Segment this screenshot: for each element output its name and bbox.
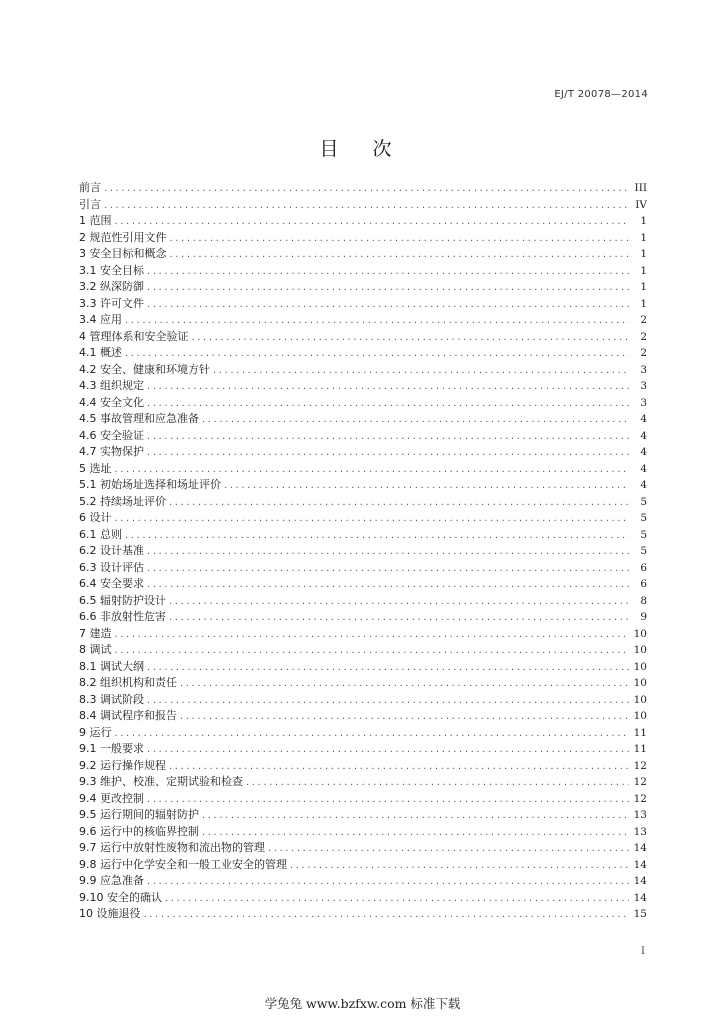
toc-entry-page: 5 xyxy=(640,545,647,557)
toc-entry-page: 1 xyxy=(640,231,647,244)
toc-leader-dots xyxy=(147,561,629,577)
toc-leader-dots xyxy=(147,297,629,313)
toc-entry[interactable] xyxy=(79,461,647,478)
toc-entry-page: 2 xyxy=(640,330,647,343)
toc-entry[interactable] xyxy=(79,906,647,923)
toc-entry[interactable] xyxy=(79,395,647,412)
toc-leader-dots xyxy=(115,643,630,659)
toc-entry[interactable] xyxy=(79,180,647,197)
toc-entry-page: 3 xyxy=(640,396,647,409)
toc-leader-dots xyxy=(147,280,629,296)
toc-leader-dots xyxy=(213,363,629,379)
toc-entry-label: 6.4 安全要求 xyxy=(79,577,144,590)
toc-entry-label: 8.3 调试阶段 xyxy=(79,692,144,706)
toc-entry[interactable] xyxy=(79,791,647,808)
toc-entry-page: 5 xyxy=(640,512,647,524)
toc-entry-label: 引言 xyxy=(79,197,101,211)
toc-leader-dots xyxy=(224,478,629,494)
toc-leader-dots xyxy=(147,660,629,676)
toc-entry-label: 9.7 运行中放射性废物和流出物的管理 xyxy=(79,841,265,854)
toc-entry[interactable] xyxy=(79,477,647,494)
toc-entry-label: 8.2 组织机构和责任 xyxy=(79,676,177,689)
toc-entry-label: 前言 xyxy=(79,181,101,194)
toc-entry[interactable] xyxy=(79,510,647,527)
toc-entry-label: 9.8 运行中化学安全和一般工业安全的管理 xyxy=(79,857,287,871)
toc-entry[interactable] xyxy=(79,857,647,874)
toc-entry-label: 8.4 调试程序和报告 xyxy=(79,709,177,722)
toc-entry-label: 9.3 维护、校准、定期试验和检查 xyxy=(79,775,243,788)
toc-entry-label: 9.4 更改控制 xyxy=(79,791,144,805)
toc-entry[interactable] xyxy=(79,345,647,362)
toc-entry-label: 9.1 一般要求 xyxy=(79,742,144,755)
toc-entry-label: 4.3 组织规定 xyxy=(79,379,144,392)
toc-entry-page: 10 xyxy=(633,693,647,706)
toc-entry-label: 4.6 安全验证 xyxy=(79,428,144,442)
standard-code: EJ/T 20078—2014 xyxy=(554,89,648,100)
toc-entry-page: 6 xyxy=(640,578,647,590)
toc-entry-page: 11 xyxy=(633,726,647,739)
toc-entry-page: 1 xyxy=(640,281,647,293)
toc-leader-dots xyxy=(290,858,629,874)
toc-entry-page: 4 xyxy=(640,429,647,442)
toc-leader-dots xyxy=(115,462,630,478)
toc-entry[interactable] xyxy=(79,312,647,329)
toc-entry[interactable] xyxy=(79,230,647,247)
toc-entry[interactable] xyxy=(79,758,647,775)
toc-entry-page: 2 xyxy=(640,314,647,326)
toc-entry[interactable] xyxy=(79,197,647,214)
toc-entry-label: 6.3 设计评估 xyxy=(79,560,144,574)
toc-entry-page: 1 xyxy=(640,215,647,227)
toc-leader-dots xyxy=(125,313,629,329)
toc-leader-dots xyxy=(115,627,630,643)
toc-leader-dots xyxy=(169,759,629,775)
toc-leader-dots xyxy=(180,709,629,725)
toc-entry[interactable] xyxy=(79,692,647,709)
toc-entry[interactable] xyxy=(79,593,647,610)
toc-leader-dots xyxy=(147,544,629,560)
toc-leader-dots xyxy=(147,792,629,808)
toc-leader-dots xyxy=(170,247,630,263)
footer-watermark: 学兔兔 www.bzfxw.com 标准下载 xyxy=(264,996,461,1011)
toc-leader-dots xyxy=(125,346,629,362)
toc-entry-page: 4 xyxy=(640,479,647,491)
toc-entry-label: 4.7 实物保护 xyxy=(79,445,144,458)
toc-entry-page: 10 xyxy=(633,627,647,640)
toc-entry-label: 9.2 运行操作规程 xyxy=(79,758,166,772)
toc-leader-dots xyxy=(202,412,629,428)
toc-entry[interactable] xyxy=(79,527,647,544)
toc-entry[interactable] xyxy=(79,213,647,230)
toc-entry-page: 1 xyxy=(640,297,647,310)
toc-entry-label: 5.1 初始场址选择和场址评价 xyxy=(79,478,221,491)
toc-entry-page: 5 xyxy=(640,528,647,541)
toc-entry[interactable] xyxy=(79,890,647,907)
toc-entry-label: 3 安全目标和概念 xyxy=(79,247,167,260)
toc-entry-label: 2 规范性引用文件 xyxy=(79,230,167,244)
toc-entry-page: 2 xyxy=(640,347,647,359)
toc-entry-label: 9.10 安全的确认 xyxy=(79,890,162,904)
toc-entry[interactable] xyxy=(79,873,647,890)
toc-leader-dots xyxy=(202,808,629,824)
toc-entry-page: 1 xyxy=(640,248,647,260)
toc-leader-dots xyxy=(115,726,630,742)
toc-entry-page: 10 xyxy=(633,660,647,673)
toc-leader-dots xyxy=(147,429,629,445)
toc-entry-label: 7 建造 xyxy=(79,626,112,640)
toc-entry[interactable] xyxy=(79,626,647,643)
toc-entry-page: IV xyxy=(635,198,647,211)
toc-entry-label: 3.3 许可文件 xyxy=(79,296,144,310)
toc-entry[interactable] xyxy=(79,774,647,791)
toc-entry-page: 13 xyxy=(633,809,647,821)
toc-entry[interactable] xyxy=(79,362,647,379)
toc-entry-page: 4 xyxy=(640,413,647,425)
toc-leader-dots xyxy=(170,231,630,247)
toc-entry[interactable] xyxy=(79,725,647,742)
toc-entry[interactable] xyxy=(79,807,647,824)
toc-entry-page: 10 xyxy=(633,710,647,722)
toc-entry-page: 12 xyxy=(633,759,647,772)
toc-leader-dots xyxy=(192,330,630,346)
toc-entry[interactable] xyxy=(79,576,647,593)
toc-entry-label: 4 管理体系和安全验证 xyxy=(79,329,189,343)
toc-entry-page: 3 xyxy=(640,363,647,376)
toc-leader-dots xyxy=(165,891,629,907)
toc-entry-page: 3 xyxy=(640,380,647,392)
toc-entry-page: 10 xyxy=(633,677,647,689)
toc-entry[interactable] xyxy=(79,494,647,511)
toc-entry-label: 9.6 运行中的核临界控制 xyxy=(79,824,199,838)
toc-entry[interactable] xyxy=(79,560,647,577)
toc-leader-dots xyxy=(202,825,629,841)
toc-leader-dots xyxy=(268,841,629,857)
toc-entry-label: 8 调试 xyxy=(79,643,112,656)
toc-leader-dots xyxy=(147,264,629,280)
toc-entry-label: 3.2 纵深防御 xyxy=(79,280,144,293)
toc-entry-page: 14 xyxy=(633,858,647,871)
toc-entry-label: 10 设施退役 xyxy=(79,907,141,920)
toc-entry[interactable] xyxy=(79,642,647,659)
toc-entry-page: 10 xyxy=(633,644,647,656)
toc-entry-page: 14 xyxy=(633,875,647,887)
toc-entry-label: 4.2 安全、健康和环境方针 xyxy=(79,362,210,376)
toc-entry-label: 9 运行 xyxy=(79,725,112,739)
toc-entry-page: 15 xyxy=(633,908,647,920)
toc-leader-dots xyxy=(169,594,629,610)
toc-entry[interactable] xyxy=(79,263,647,280)
toc-entry-page: 14 xyxy=(633,891,647,904)
toc-leader-dots xyxy=(246,775,629,791)
toc-entry-label: 6.6 非放射性危害 xyxy=(79,610,166,623)
toc-entry-page: 8 xyxy=(640,594,647,607)
toc-leader-dots xyxy=(104,181,629,197)
toc-entry-page: 14 xyxy=(633,842,647,854)
toc-leader-dots xyxy=(125,528,629,544)
toc-leader-dots xyxy=(147,693,629,709)
toc-entry-label: 6.2 设计基准 xyxy=(79,544,144,557)
toc-entry-label: 1 范围 xyxy=(79,214,112,227)
toc-entry-page: 13 xyxy=(633,825,647,838)
toc-leader-dots xyxy=(169,610,629,626)
toc-leader-dots xyxy=(144,907,630,923)
toc-entry-label: 9.9 应急准备 xyxy=(79,874,144,887)
toc-entry-page: 1 xyxy=(640,264,647,277)
toc-entry[interactable] xyxy=(79,428,647,445)
toc-entry-label: 6.5 辐射防护设计 xyxy=(79,593,166,607)
toc-entry[interactable] xyxy=(79,411,647,428)
toc-entry[interactable] xyxy=(79,840,647,857)
toc-entry[interactable] xyxy=(79,378,647,395)
toc-entry-page: 12 xyxy=(633,776,647,788)
toc-entry-page: 4 xyxy=(640,446,647,458)
toc-entry[interactable] xyxy=(79,659,647,676)
toc-leader-dots xyxy=(104,198,629,214)
toc-leader-dots xyxy=(147,742,629,758)
toc-entry[interactable] xyxy=(79,708,647,725)
toc-entry[interactable] xyxy=(79,279,647,296)
toc-leader-dots xyxy=(147,379,629,395)
toc-entry-label: 5.2 持续场址评价 xyxy=(79,494,166,508)
toc-leader-dots xyxy=(115,214,630,230)
toc-leader-dots xyxy=(169,495,629,511)
toc-entry-label: 3.4 应用 xyxy=(79,313,122,326)
toc-entry[interactable] xyxy=(79,675,647,692)
toc-entry-page: 4 xyxy=(640,462,647,475)
toc-entry-page: 5 xyxy=(640,495,647,508)
toc-entry-label: 5 选址 xyxy=(79,461,112,475)
toc-entry[interactable] xyxy=(79,329,647,346)
toc-entry[interactable] xyxy=(79,609,647,626)
table-of-contents xyxy=(79,180,647,923)
toc-leader-dots xyxy=(115,511,630,527)
toc-leader-dots xyxy=(180,676,629,692)
page-title: 目 次 xyxy=(319,138,406,160)
toc-entry[interactable] xyxy=(79,296,647,313)
toc-entry-page: III xyxy=(634,182,647,194)
toc-entry-label: 8.1 调试大纲 xyxy=(79,659,144,673)
toc-leader-dots xyxy=(147,445,629,461)
toc-entry-page: 11 xyxy=(633,743,647,755)
toc-entry-label: 6 设计 xyxy=(79,511,112,524)
page-number: I xyxy=(641,946,645,957)
toc-leader-dots xyxy=(147,396,629,412)
toc-entry-page: 12 xyxy=(633,792,647,805)
toc-entry[interactable] xyxy=(79,824,647,841)
toc-leader-dots xyxy=(147,874,629,890)
toc-entry[interactable] xyxy=(79,741,647,758)
toc-entry-label: 4.5 事故管理和应急准备 xyxy=(79,412,199,425)
toc-entry-label: 9.5 运行期间的辐射防护 xyxy=(79,808,199,821)
toc-entry-label: 3.1 安全目标 xyxy=(79,263,144,277)
toc-entry[interactable] xyxy=(79,543,647,560)
toc-leader-dots xyxy=(147,577,629,593)
toc-entry-label: 4.4 安全文化 xyxy=(79,395,144,409)
toc-entry-page: 9 xyxy=(640,611,647,623)
toc-entry-label: 6.1 总则 xyxy=(79,527,122,541)
toc-entry[interactable] xyxy=(79,444,647,461)
toc-entry-label: 4.1 概述 xyxy=(79,346,122,359)
toc-entry[interactable] xyxy=(79,246,647,263)
toc-entry-page: 6 xyxy=(640,561,647,574)
